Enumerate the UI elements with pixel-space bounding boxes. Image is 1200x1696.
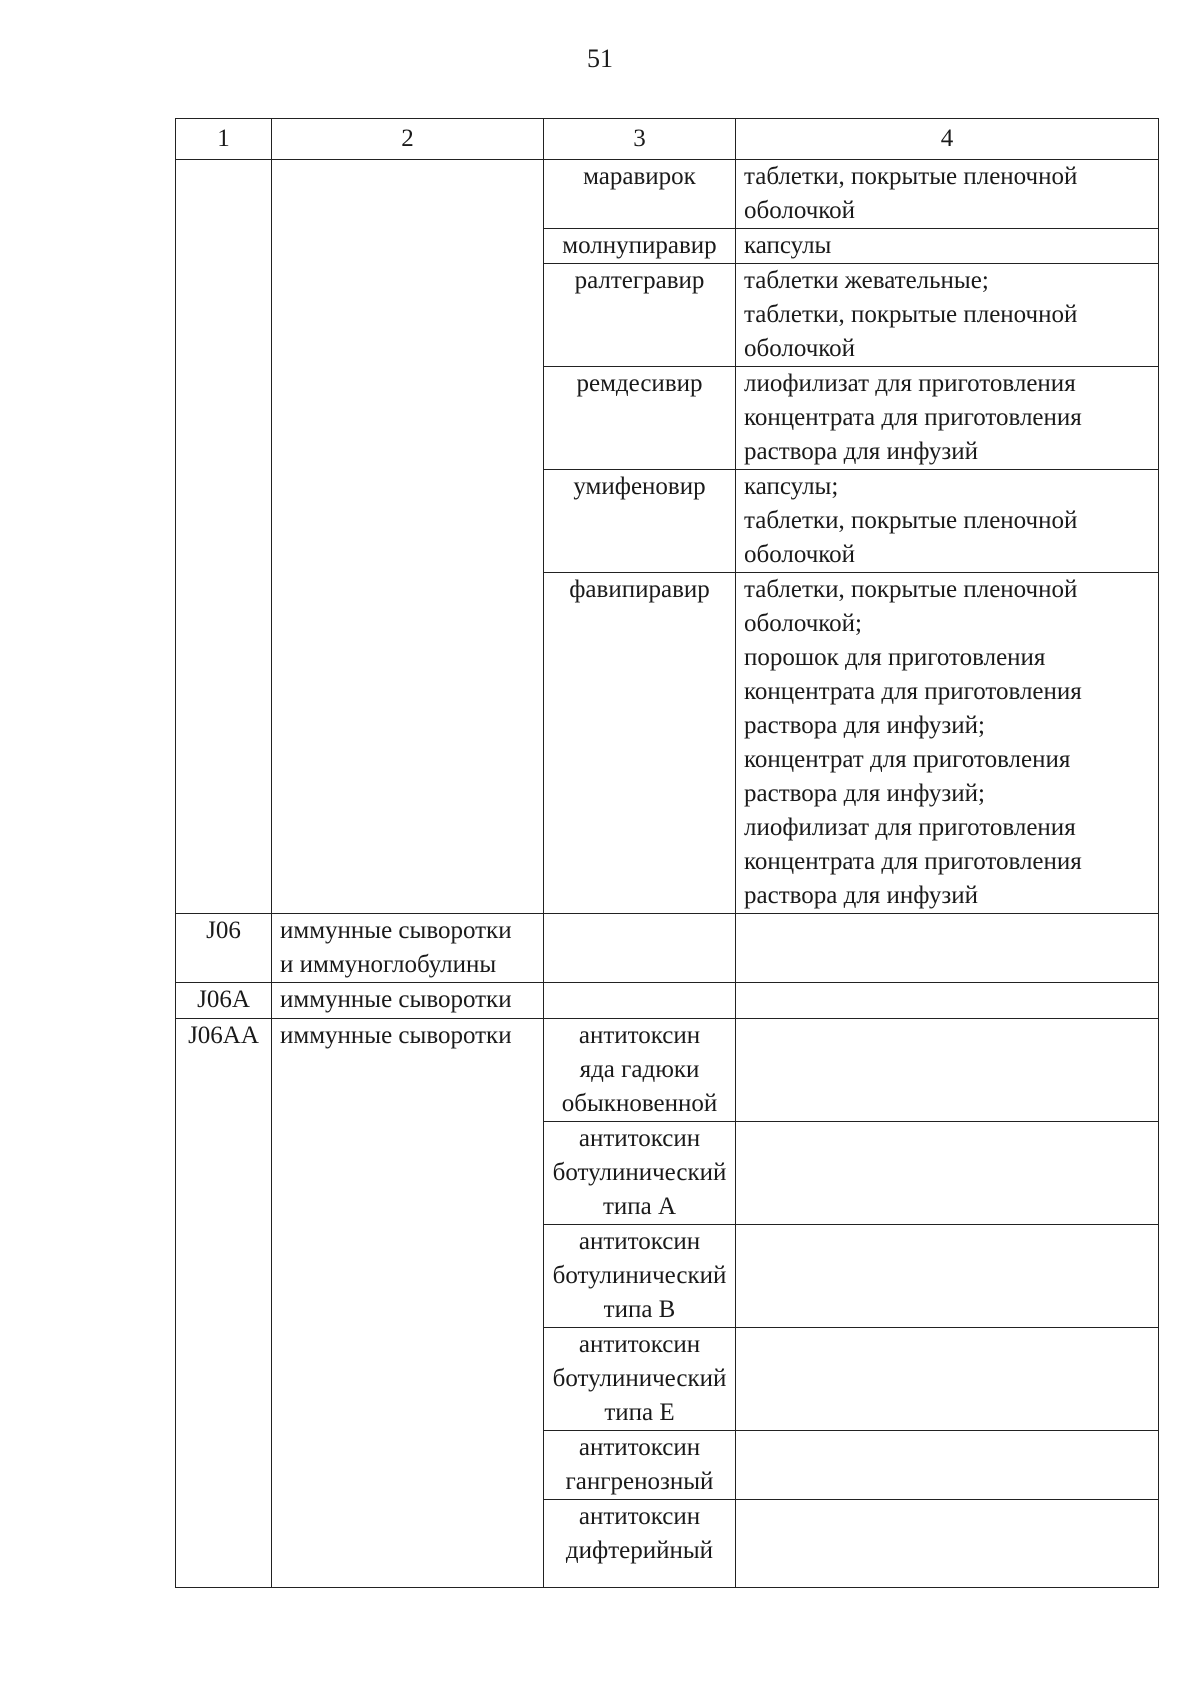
drug-table <box>175 118 1159 1588</box>
drug-name-line: гангренозный <box>565 1468 714 1495</box>
drug-name-line: дифтерийный <box>565 1537 714 1564</box>
drug-name-cell <box>544 1122 736 1225</box>
drug-name-line: типа A <box>602 1193 677 1220</box>
atc-code: J06 <box>206 917 241 944</box>
group-name-line: и иммуноглобулины <box>280 951 497 978</box>
dosage-form-cell <box>736 367 1159 470</box>
dosage-form-line: раствора для инфузий <box>744 438 979 465</box>
dosage-form-line: капсулы <box>744 232 832 259</box>
drug-name-cell <box>544 573 736 914</box>
dosage-form-line: оболочкой <box>744 541 856 568</box>
drug-name-line: антитоксин <box>578 1331 701 1358</box>
group-cell <box>272 1019 544 1588</box>
drug-name-cell <box>544 1500 736 1588</box>
header-col-4: 4 <box>736 119 1159 160</box>
drug-name-line: антитоксин <box>578 1125 701 1152</box>
header-col-2: 2 <box>272 119 544 160</box>
table-header-row <box>176 119 1159 160</box>
drug-name: умифеновир <box>573 473 706 500</box>
drug-name: фавипиравир <box>569 576 710 603</box>
code-cell-empty <box>176 160 272 914</box>
dosage-form-cell <box>736 264 1159 367</box>
drug-name-line: яда гадюки <box>579 1056 700 1083</box>
drug-name-line: ботулинический <box>552 1262 727 1289</box>
table-row <box>176 160 1159 229</box>
drug-name-cell <box>544 264 736 367</box>
dosage-form-cell-empty <box>736 914 1159 983</box>
dosage-form-line: таблетки жевательные; <box>744 267 989 294</box>
atc-code-cell <box>176 983 272 1019</box>
dosage-form-cell-empty <box>736 1500 1159 1588</box>
drug-name-line: обыкновенной <box>561 1090 718 1117</box>
drug-name-line: ботулинический <box>552 1159 727 1186</box>
header-col-1: 1 <box>176 119 272 160</box>
dosage-form-line: раствора для инфузий <box>744 882 979 909</box>
group-name-line: иммунные сыворотки <box>280 986 512 1013</box>
drug-name: ралтегравир <box>574 267 705 294</box>
dosage-form-line: оболочкой; <box>744 610 862 637</box>
dosage-form-line: оболочкой <box>744 335 856 362</box>
dosage-form-cell-empty <box>736 1019 1159 1122</box>
drug-name-line: типа B <box>603 1296 676 1323</box>
dosage-form-line: раствора для инфузий; <box>744 712 985 739</box>
drug-name-cell <box>544 1328 736 1431</box>
drug-name-line: антитоксин <box>578 1503 701 1530</box>
atc-code: J06AA <box>188 1022 259 1049</box>
drug-name-cell <box>544 229 736 264</box>
group-cell <box>272 983 544 1019</box>
group-cell-empty <box>272 160 544 914</box>
atc-code-cell <box>176 1019 272 1588</box>
drug-name-cell <box>544 470 736 573</box>
drug-name-cell <box>544 367 736 470</box>
drug-name-cell <box>544 1019 736 1122</box>
dosage-form-cell-empty <box>736 1431 1159 1500</box>
group-cell <box>272 914 544 983</box>
drug-name-line: антитоксин <box>578 1228 701 1255</box>
drug-name-line: ботулинический <box>552 1365 727 1392</box>
table-row <box>176 914 1159 983</box>
table-row <box>176 983 1159 1019</box>
drug-name-cell-empty <box>544 983 736 1019</box>
drug-name: молнупиравир <box>562 232 717 259</box>
dosage-form-line: таблетки, покрытые пленочной <box>744 507 1078 534</box>
drug-name-cell <box>544 160 736 229</box>
dosage-form-line: порошок для приготовления <box>744 644 1046 671</box>
dosage-form-line: концентрата для приготовления <box>744 404 1082 431</box>
atc-code: J06A <box>197 986 250 1013</box>
dosage-form-line: лиофилизат для приготовления <box>744 370 1076 397</box>
dosage-form-line: капсулы; <box>744 473 839 500</box>
dosage-form-cell <box>736 160 1159 229</box>
drug-name-cell <box>544 1431 736 1500</box>
group-name-line: иммунные сыворотки <box>280 1022 512 1049</box>
dosage-form-line: концентрата для приготовления <box>744 848 1082 875</box>
header-col-3: 3 <box>544 119 736 160</box>
dosage-form-cell-empty <box>736 1225 1159 1328</box>
dosage-form-cell-empty <box>736 1328 1159 1431</box>
dosage-form-line: раствора для инфузий; <box>744 780 985 807</box>
dosage-form-line: таблетки, покрытые пленочной <box>744 301 1078 328</box>
dosage-form-cell <box>736 470 1159 573</box>
dosage-form-cell <box>736 573 1159 914</box>
drug-name-cell-empty <box>544 914 736 983</box>
dosage-form-cell-empty <box>736 1122 1159 1225</box>
dosage-form-line: лиофилизат для приготовления <box>744 814 1076 841</box>
drug-name-cell <box>544 1225 736 1328</box>
drug-name: маравирок <box>583 163 696 190</box>
dosage-form-line: таблетки, покрытые пленочной <box>744 163 1078 190</box>
dosage-form-line: концентрат для приготовления <box>744 746 1071 773</box>
dosage-form-line: концентрата для приготовления <box>744 678 1082 705</box>
page-number: 51 <box>587 44 613 73</box>
table-row <box>176 1019 1159 1122</box>
drug-table-sheet <box>175 118 1158 1588</box>
group-name-line: иммунные сыворотки <box>280 917 512 944</box>
drug-name-line: антитоксин <box>578 1434 701 1461</box>
dosage-form-cell <box>736 229 1159 264</box>
dosage-form-line: таблетки, покрытые пленочной <box>744 576 1078 603</box>
drug-name: ремдесивир <box>576 370 703 397</box>
drug-name-line: антитоксин <box>578 1022 701 1049</box>
atc-code-cell <box>176 914 272 983</box>
dosage-form-line: оболочкой <box>744 197 856 224</box>
drug-name-line: типа E <box>604 1399 675 1426</box>
dosage-form-cell-empty <box>736 983 1159 1019</box>
